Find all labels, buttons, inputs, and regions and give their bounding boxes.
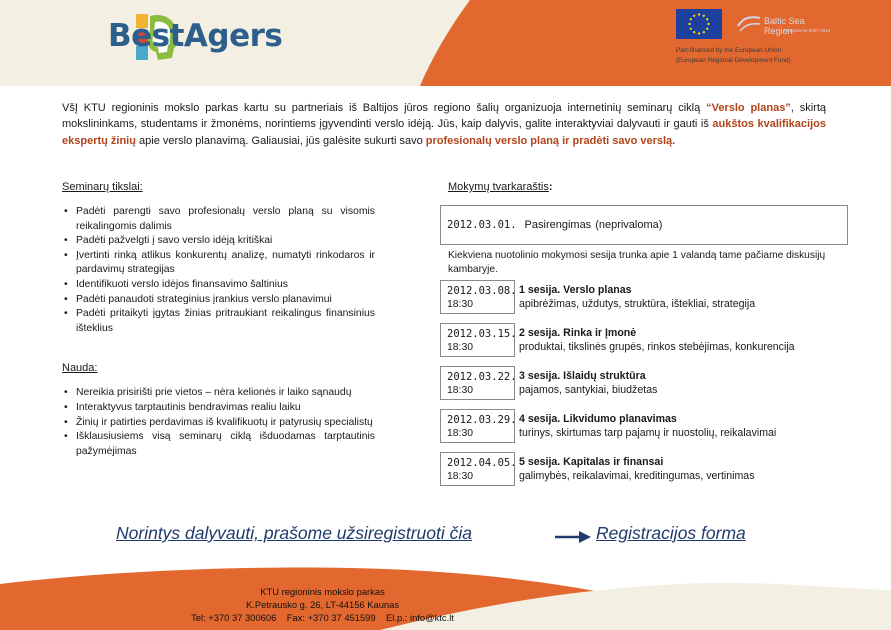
session-date-box (440, 452, 515, 486)
session-row (440, 452, 848, 486)
footer-contact (0, 585, 645, 624)
session-description: turinys, skirtumas tarp pajamų ir nuostolių, reikalavimai (519, 427, 777, 439)
preparation-box (440, 205, 848, 245)
session-time: 18:30 (447, 342, 474, 353)
list-item: • Identifikuoti verslo idėjos finansavimo šaltinius (62, 278, 375, 293)
intro-highlight-verslo-planas: “Verslo planas” (706, 102, 791, 114)
session-time: 18:30 (447, 428, 474, 439)
list-item: • Išklausiusiems visą seminarų ciklą išduodamas tarptautinis pažymėjimas (62, 430, 375, 459)
session-time: 18:30 (447, 385, 474, 396)
session-date-box (440, 323, 515, 357)
session-date: 2012.03.29. (447, 414, 517, 426)
session-row (440, 323, 848, 357)
session-description: apibrėžimas, uždutys, struktūra, ištekliai, strategija (519, 298, 756, 310)
session-title: 5 sesija. Kapitalas ir finansai (519, 456, 664, 468)
session-details (515, 409, 776, 443)
session-duration-note: Kiekviena nuotolinio mokymosi sesija trunka apie 1 valandą tame pačiame diskusijų kambaryje. (448, 250, 826, 275)
list-item: • Padėti pritaikyti įgytas žinias pritraukiant reikalingus finansinius išteklius (62, 307, 375, 336)
session-time: 18:30 (447, 299, 474, 310)
list-item: • Padėti parengti savo profesionalų verslo planą su visomis reikalingomis dalimis (62, 205, 375, 234)
session-date-box (440, 409, 515, 443)
session-time: 18:30 (447, 471, 474, 482)
program-name: Baltic Sea Region (764, 16, 805, 36)
intro-highlight-plan: profesionalų verslo planą ir pradėti savo verslą. (425, 134, 676, 147)
registration-cta (116, 523, 796, 547)
schedule-title-text: Mokymų tvarkaraštis (448, 181, 549, 193)
session-date: 2012.03.08. (447, 285, 517, 297)
session-date-box (440, 280, 515, 314)
intro-text-1: VšĮ KTU regioninis mokslo parkas kartu su partneriais iš Baltijos jūros regiono šalių organizuoja internetinių seminarų ciklą (62, 102, 707, 114)
session-details (515, 366, 657, 400)
schedule-title-suffix: : (548, 181, 553, 193)
brand-name: BestAgers (108, 18, 283, 54)
session-title: 3 sesija. Išlaidų struktūra (519, 370, 646, 382)
eu-note-line2: (European Regional Development Fund) (676, 57, 791, 64)
session-date: 2012.04.05. (447, 457, 517, 469)
baltic-sea-wave-icon (736, 12, 762, 34)
session-row (440, 409, 848, 443)
preparation-note: (neprivaloma) (595, 219, 663, 231)
list-item: • Įvertinti rinką atlikus konkurentų analizę, numatyti rinkodaros ir pardavimų strategijas (62, 249, 375, 278)
footer-org-name: KTU regioninis mokslo parkas (260, 586, 385, 597)
session-date: 2012.03.15. (447, 328, 517, 340)
eu-flag-icon (676, 9, 722, 39)
intro-paragraph (62, 100, 826, 149)
list-item: • Žinių ir patirties perdavimas iš kvalifikuotų ir patyrusių specialistų (62, 416, 375, 431)
intro-text-2: , skirtą mokslininkams, studentams ir žmonėms, norintiems įgyvendinti verslo idėją. Jūs, kaip dalyvis, galite interaktyviai dalyvauti ir gauti iš (62, 102, 826, 131)
left-column (62, 181, 375, 459)
goals-title: Seminarų tikslai: (62, 181, 143, 193)
intro-highlight-experts: aukštos kvalifikacijos ekspertų žinių (62, 118, 826, 147)
session-date-box (440, 366, 515, 400)
benefits-title: Nauda: (62, 362, 98, 375)
page-header (0, 0, 891, 86)
benefits-list (62, 386, 375, 459)
right-arrow-icon (553, 530, 593, 544)
registration-prompt: Norintys dalyvauti, prašome užsiregistruoti čia (116, 523, 472, 543)
preparation-date: 2012.03.01. (447, 219, 517, 231)
list-item: • Padėti pažvelgti į savo verslo idėją kritiškai (62, 234, 375, 249)
session-title: 1 sesija. Verslo planas (519, 284, 632, 296)
registration-form-link[interactable]: Registracijos forma (596, 523, 746, 543)
footer-contacts: Tel: +370 37 300606 Fax: +370 37 451599 El.p.: info@ktc.lt (191, 612, 454, 623)
program-period: Programme 2007-2013 (784, 28, 831, 33)
session-date: 2012.03.22. (447, 371, 517, 383)
schedule-column (440, 181, 848, 495)
session-row (440, 280, 848, 314)
session-title: 2 sesija. Rinka ir Įmonė (519, 327, 637, 339)
list-item: • Nereikia prisirišti prie vietos – nėra kelionės ir laiko sąnaudų (62, 386, 375, 401)
baltic-sea-region-logo (736, 10, 832, 40)
session-description: produktai, tikslinės grupės, rinkos stebėjimas, konkurencija (519, 341, 795, 353)
session-description: pajamos, santykiai, biudžetas (519, 384, 658, 396)
goals-list (62, 205, 375, 336)
preparation-title: Pasirengimas (524, 219, 592, 231)
eu-note-line1: Part-financed by the European Union (676, 47, 782, 54)
session-row (440, 366, 848, 400)
session-details (515, 452, 755, 486)
footer-address: K.Petrausko g. 26, LT-44156 Kaunas (245, 599, 400, 610)
list-item: • Interaktyvus tarptautinis bendravimas realiu laiku (62, 401, 375, 416)
session-details (515, 280, 755, 314)
session-details (515, 323, 795, 357)
schedule-title (448, 181, 848, 193)
session-title: 4 sesija. Likvidumo planavimas (519, 413, 677, 425)
intro-text-3: apie verslo planavimą. Galiausiai, jūs galėsite sukurti savo (135, 134, 426, 147)
eu-funding-note (676, 46, 791, 66)
session-description: galimybės, reikalavimai, kreditingumas, vertinimas (519, 470, 755, 482)
list-item: • Padėti panaudoti strateginius įrankius verslo planavimui (62, 293, 375, 308)
